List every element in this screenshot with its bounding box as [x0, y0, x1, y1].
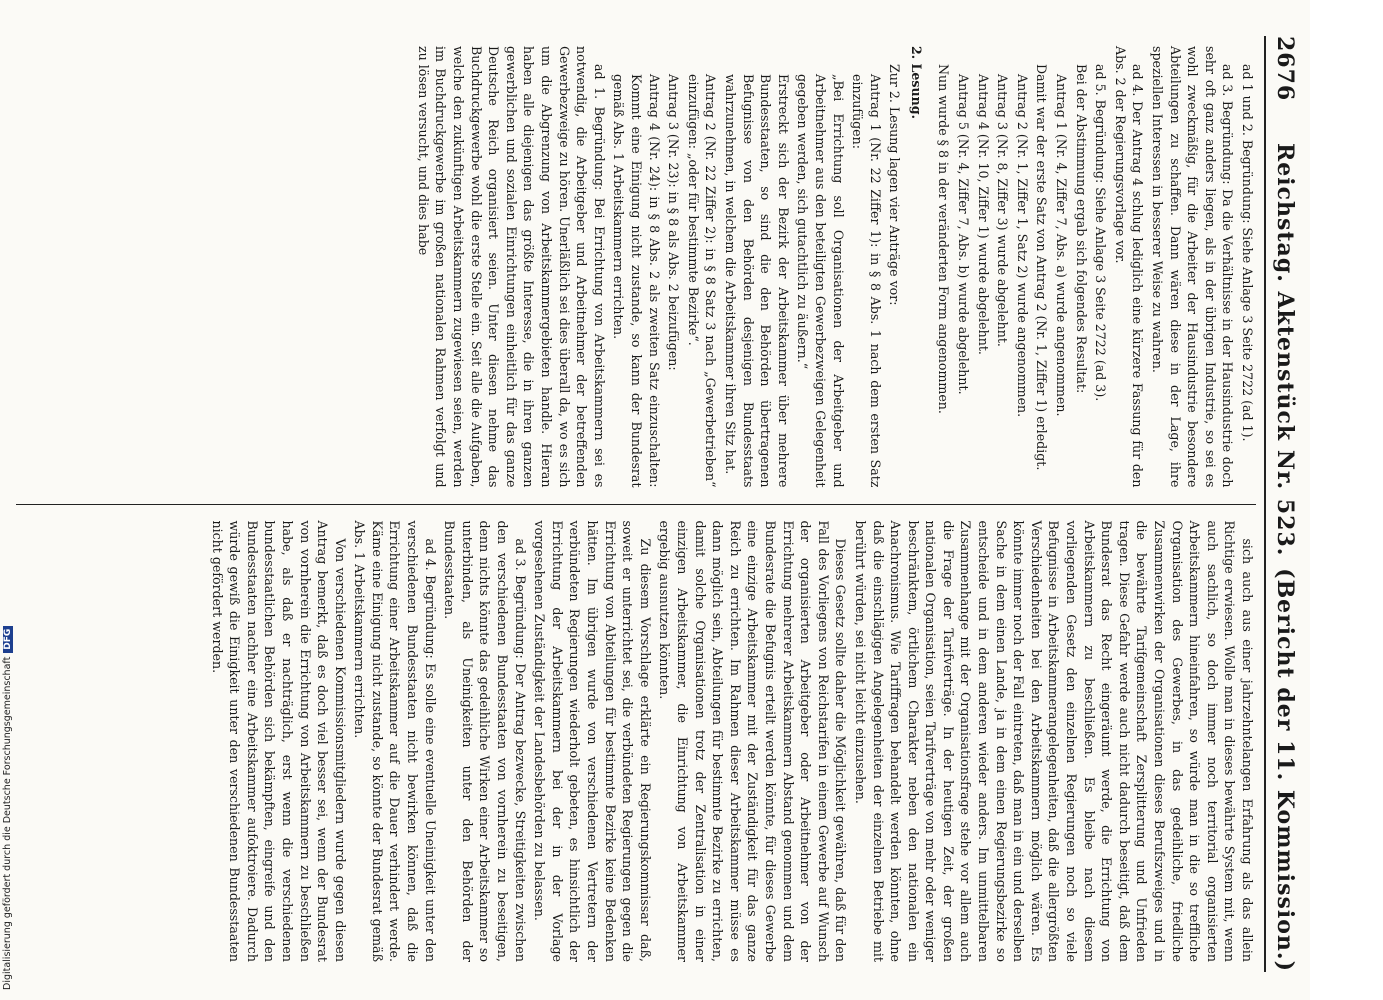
- section-title: (Bericht der 11. Kommission.): [1272, 568, 1298, 972]
- paragraph: Antrag 3 (Nr. 8, Ziffer 3) wurde abgelehnt.: [995, 74, 1011, 347]
- paragraph: Antrag 1 (Nr. 4, Ziffer 7, Abs. a) wurde angenommen.: [1054, 74, 1070, 417]
- funding-note-text: Digitalisierung gefördert durch die Deutsche Forschungsgemeinschaft: [2, 656, 13, 990]
- column-divider: [16, 504, 1256, 505]
- paragraph: ad 4. Begründung: Es solle eine eventuelle Uneinigkeit unter den verschiedenen Bundesstaaten nicht bewirken können, daß die Errichtung einer Arbeitskammer auf die Dauer verhindert werde. Käme eine Einigung nicht zustande, so könnte der Bundesrat gemäß Abs. 1 Arbeitskammern errichten.: [352, 520, 438, 962]
- paragraph: Antrag 2 (Nr. 22 Ziffer 2): in § 8 Satz 3 nach „Gewerbetrieben“ einzufügen: „oder für bestimmte Bezirke“.: [685, 74, 719, 488]
- paragraph: Von verschiedenen Kommissionsmitgliedern wurde gegen diesen Antrag bemerkt, daß es doch viel besser sei, wenn der Bundesrat von vornherein die Errichtung von Arbeitskammern zu beschließen habe, als daß er nachträglich, erst wenn die verschiedenen bundesstaatlichen Behörden sich bekämpften, eingreife und den Bundesstaaten nachher eine Arbeitskammer aufoktroiere. Dadurch würde gewiß die Einigkeit unter den verschiedenen Bundesstaaten nicht gefördert werden.: [209, 520, 348, 962]
- paragraph: ad 1 und 2. Begründung: Siehe Anlage 3 Seite 2722 (ad 1).: [1240, 64, 1255, 442]
- paragraph: „Bei Errichtung soll Organisationen der Arbeitgeber und Arbeitnehmer aus den beteiligten Gewerbezweigen Gelegenheit gegeben werden, sich gutachtlich zu äußern.“: [795, 74, 846, 488]
- page-title: Reichstag. Aktenstück Nr. 523.: [1272, 142, 1298, 557]
- paragraph: ad 5. Begründung: Siehe Anlage 3 Seite 2722 (ad 3).: [1093, 64, 1109, 402]
- paragraph: Nun wurde § 8 in der veränderten Form angenommen.: [936, 64, 952, 414]
- left-column: [16, 36, 1256, 498]
- paragraph: Antrag 4 (Nr. 24): in § 8 Abs. 2 als zweiten Satz einzuschalten: Kommt eine Einigung nicht zustande, so kann der Bundesrat gemäß Abs. 1 Arbeitskammern errichten.: [611, 74, 662, 488]
- paragraph: Antrag 5 (Nr. 4, Ziffer 7, Abs. b) wurde abgelehnt.: [956, 74, 972, 395]
- paragraph: Antrag 2 (Nr. 1, Ziffer 1, Satz 2) wurde angenommen.: [1014, 74, 1030, 418]
- paragraph: ad 3. Begründung: Der Antrag bezwecke, Streitigkeiten zwischen den verschiedenen Bundesstaaten von vornherein zu beseitigen, denn nichts könnte das gedeihliche Wirken einer Arbeitskammer so unterbinden, als Uneinigkeiten unter den Behörden der Bundesstaaten.: [442, 520, 528, 962]
- paragraph: Antrag 3 (Nr. 23): in § 8 als Abs. 2 beizufügen:: [666, 74, 682, 371]
- paragraph: sich auch aus einer jahrzehntelangen Erfahrung als das allein Richtige erwiesen. Wolle man in dieses bewährte System mit, wenn auch sachlich, so doch immer noch territorial organisierten Arbeitskammern hineinfahren, so würde man in die so treffliche Organisation des Gewerbes, in das gedeihliche, friedliche Zusammenwirken der Organisationen dieses Berufszweiges und in die bewährte Tarifgemeinschaft Zersplitterung und Unfrieden tragen. Diese Gefahr werde auch nicht dadurch beseitigt, daß dem Bundesrat das Recht eingeräumt werde, die Errichtung von Arbeitskammern zu beschließen. Es bleibe nach diesem vorliegenden Gesetz den einzelnen Regierungen noch so viele Befugnisse in Arbeitskammerangelegenheiten, daß die allergrößten Verschiedenheiten bei den Arbeitskammern möglich wären. Es könnte immer noch der Fall eintreten, daß man in ein und derselben Sache in dem einen Lande, ja in dem einen Regierungsbezirke so entscheide und in dem anderen wieder anders. Im unmittelbaren Zusammenhange mit der Organisationsfrage stehe vor allem auch die Frage der Tarifverträge. In der heutigen Zeit, der großen nationalen Organisation, seien Tarifverträge von mehr oder weniger beschränktem, örtlichem Charakter neben den nationalen ein Anachronismus. Wie Tariffragen behandelt werden könnten, ohne daß die einschlägigen Angelegenheiten der einzelnen Betriebe mit berührt würden, sei nicht leicht einzusehen.: [852, 520, 1255, 962]
- paragraph: Antrag 1 (Nr. 22 Ziffer 1): in § 8 Abs. 1 nach dem ersten Satz einzufügen:: [850, 74, 883, 488]
- right-column: [16, 510, 1256, 972]
- paragraph: Zur 2. Lesung lagen vier Anträge vor:: [887, 64, 903, 306]
- paragraph: Antrag 4 (Nr. 10, Ziffer 1) wurde abgelehnt.: [975, 74, 991, 355]
- dfg-logo: DFG: [3, 626, 13, 653]
- page-header: [1264, 36, 1298, 972]
- paragraph: ad 3. Begründung: Da die Verhältnisse in der Hausindustrie doch sehr oft ganz anders liegen, als in der übrigen Industrie, so sei es wohl zweckmäßig, für die Arbeiter der Hausindustrie besondere Abteilungen zu schaffen. Dann wären diese in der Lage, ihre speziellen Interessen in besserer Weise zu wahren.: [1150, 46, 1236, 488]
- paragraph: Bei der Abstimmung ergab sich folgendes Resultat:: [1073, 64, 1089, 394]
- text-columns: [16, 36, 1256, 972]
- funding-note: [2, 626, 13, 990]
- section-heading: 2. Lesung.: [908, 46, 924, 119]
- paragraph: ad 4. Der Antrag 4 schlug lediglich eine kürzere Fassung für den Abs. 2 der Regierungsvorlage vor.: [1112, 46, 1146, 488]
- paragraph: ad 1. Begründung: Bei Errichtung von Arbeitskammern sei es notwendig, die Arbeitgeber und Arbeitnehmer der betreffenden Gewerbezweige zu hören. Unerläßlich sei dies überall da, wo es sich um die Abgrenzung von Arbeitskammergebieten handle. Hieran haben alle diejenigen das größte Interesse, die in ihren ganzen gewerblichen und sozialen Einrichtungen einheitlich für das ganze Deutsche Reich organisiert seien. Unter diesen nehme das Buchdruckgewerbe wohl die erste Stelle ein. Seit alle die Aufgaben, welche den zukünftigen Arbeitskammern zugewiesen seien, werden im Buchdruckgewerbe im großen nationalen Rahmen verfolgt und zu lösen versucht, und dies habe: [415, 46, 607, 488]
- paragraph: Erstreckt sich der Bezirk der Arbeitskammer über mehrere Bundesstaaten, so sind die den Behörden übertragenen Befugnisse von den Behörden desjenigen Bundesstaats wahrzunehmen, in welchem die Arbeitskammer ihren Sitz hat.: [722, 74, 791, 488]
- page-number: 2676: [1272, 36, 1298, 102]
- paragraph: Zu diesem Vorschlage erklärte ein Regierungskommissar daß, soweit er unterrichtet sei, die verbündeten Regierungen gegen die Errichtung von Abteilungen für bestimmte Bezirke keine Bedenken hätten. Im übrigen wurde von verschiedenen Vertretern der verbündeten Regierungen wiederholt gebeten, es hinsichtlich der Errichtung der Arbeitskammern bei der in der Vorlage vorgesehenen Zuständigkeit der Landesbehörden zu belassen.: [532, 520, 653, 962]
- paragraph: Damit war der erste Satz von Antrag 2 (Nr. 1, Ziffer 1) erledigt.: [1034, 64, 1050, 471]
- paragraph: Dieses Gesetz sollte daher die Möglichkeit gewähren, daß für den Fall des Vorliegens von Reichstarifen in einem Gewerbe auf Wunsch der organisierten Arbeitgeber oder Arbeitnehmer von der Errichtung mehrerer Arbeitskammern Abstand genommen und dem Bundesrate die Befugnis erteilt werden könnte, für dieses Gewerbe eine einzige Arbeitskammer mit der Zuständigkeit für das ganze Reich zu errichten. Im Rahmen dieser Arbeitskammer müsse es dann möglich sein, Abteilungen für bestimmte Bezirke zu errichten, damit solche Organisationen trotz der Zentralisation in einer einzigen Arbeitskammer, die Einrichtung von Arbeitskammer ergebig ausnutzen könnten.: [657, 520, 849, 962]
